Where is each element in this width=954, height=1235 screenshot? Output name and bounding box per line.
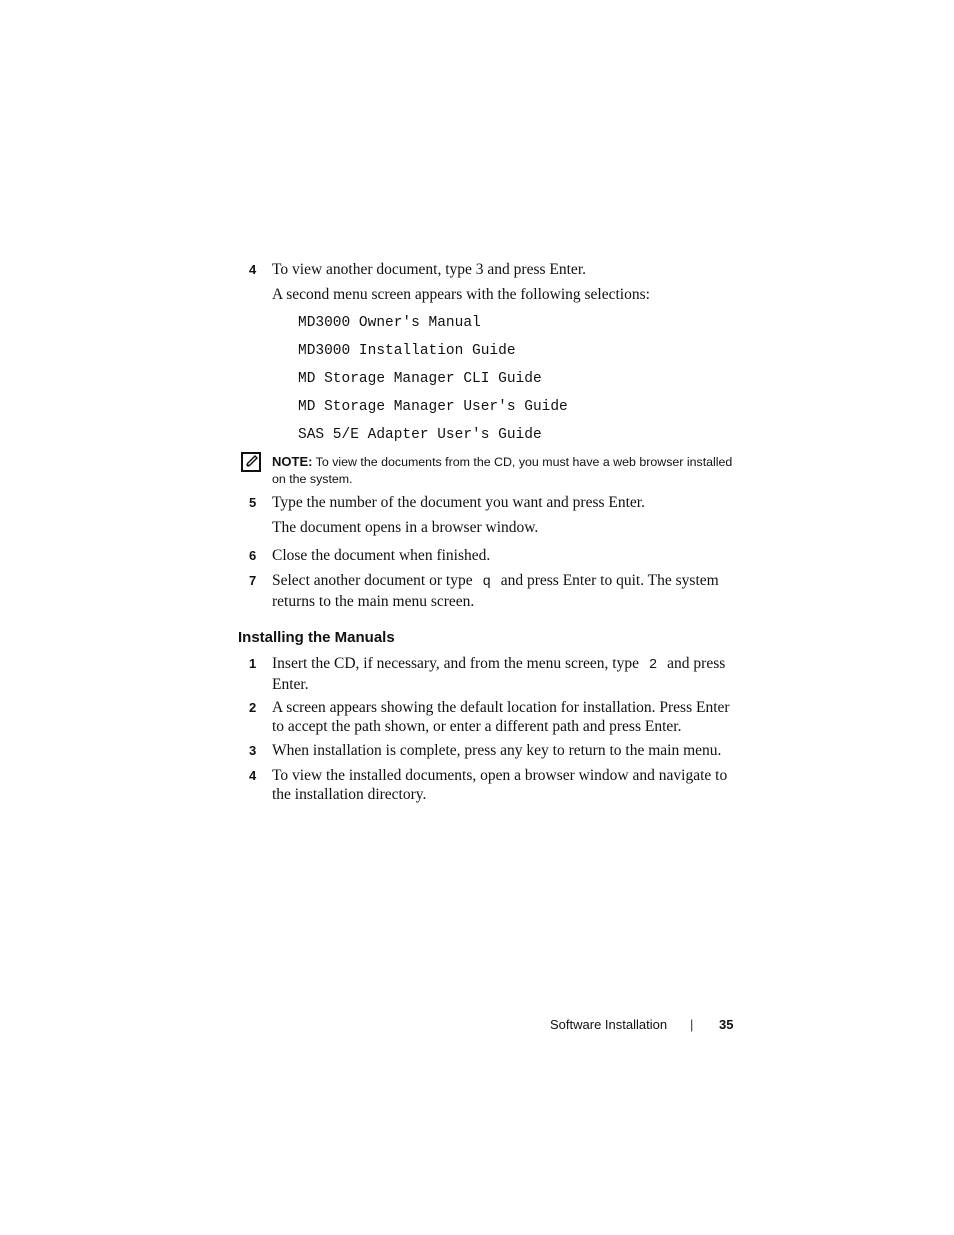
step-text: A screen appears showing the default location for installation. Press Enter to accept the path shown, or enter a different path and press Enter. xyxy=(272,699,730,735)
note-label: NOTE: xyxy=(272,454,313,469)
step-text xyxy=(272,654,740,694)
footer-section-title: Software Installation xyxy=(550,1017,668,1032)
step-text xyxy=(272,571,740,611)
step-number: 5 xyxy=(249,495,257,510)
step-text: When installation is complete, press any key to return to the main menu. xyxy=(272,742,722,759)
step-text-part: and press Enter. xyxy=(272,655,726,693)
page-number: 35 xyxy=(719,1017,734,1032)
step-number: 7 xyxy=(249,573,257,588)
step-number: 6 xyxy=(249,548,257,563)
menu-item: MD Storage Manager User's Guide xyxy=(298,399,568,415)
step-number: 4 xyxy=(249,768,257,783)
step-text: To view the installed documents, open a browser window and navigate to the installation directory. xyxy=(272,767,728,803)
step-followup: A second menu screen appears with the following selections: xyxy=(272,286,650,303)
menu-item: MD Storage Manager CLI Guide xyxy=(298,371,542,387)
step-text-part: Insert the CD, if necessary, and from the menu screen, type xyxy=(272,655,639,672)
inline-code: 2 xyxy=(648,657,658,673)
note-block xyxy=(272,453,740,488)
step-number: 2 xyxy=(249,700,257,715)
step-text-part: and press Enter to quit. The system returns to the main menu screen. xyxy=(272,572,719,610)
section-heading: Installing the Manuals xyxy=(238,629,395,646)
menu-item: MD3000 Owner's Manual xyxy=(298,315,481,331)
step-text-part: Select another document or type xyxy=(272,572,473,589)
step-followup: The document opens in a browser window. xyxy=(272,519,539,536)
step-number: 1 xyxy=(249,656,257,671)
footer-separator: | xyxy=(690,1017,694,1032)
step-text: Close the document when finished. xyxy=(272,547,491,564)
step-text: To view another document, type 3 and press Enter. xyxy=(272,261,586,278)
pencil-note-icon xyxy=(240,451,262,473)
inline-code: q xyxy=(482,574,491,590)
step-number: 4 xyxy=(249,262,257,277)
step-number: 3 xyxy=(249,743,257,758)
step-text: Type the number of the document you want and press Enter. xyxy=(272,494,645,511)
menu-item: MD3000 Installation Guide xyxy=(298,343,516,359)
menu-item: SAS 5/E Adapter User's Guide xyxy=(298,427,542,443)
note-text: To view the documents from the CD, you must have a web browser installed on the system. xyxy=(272,455,733,486)
